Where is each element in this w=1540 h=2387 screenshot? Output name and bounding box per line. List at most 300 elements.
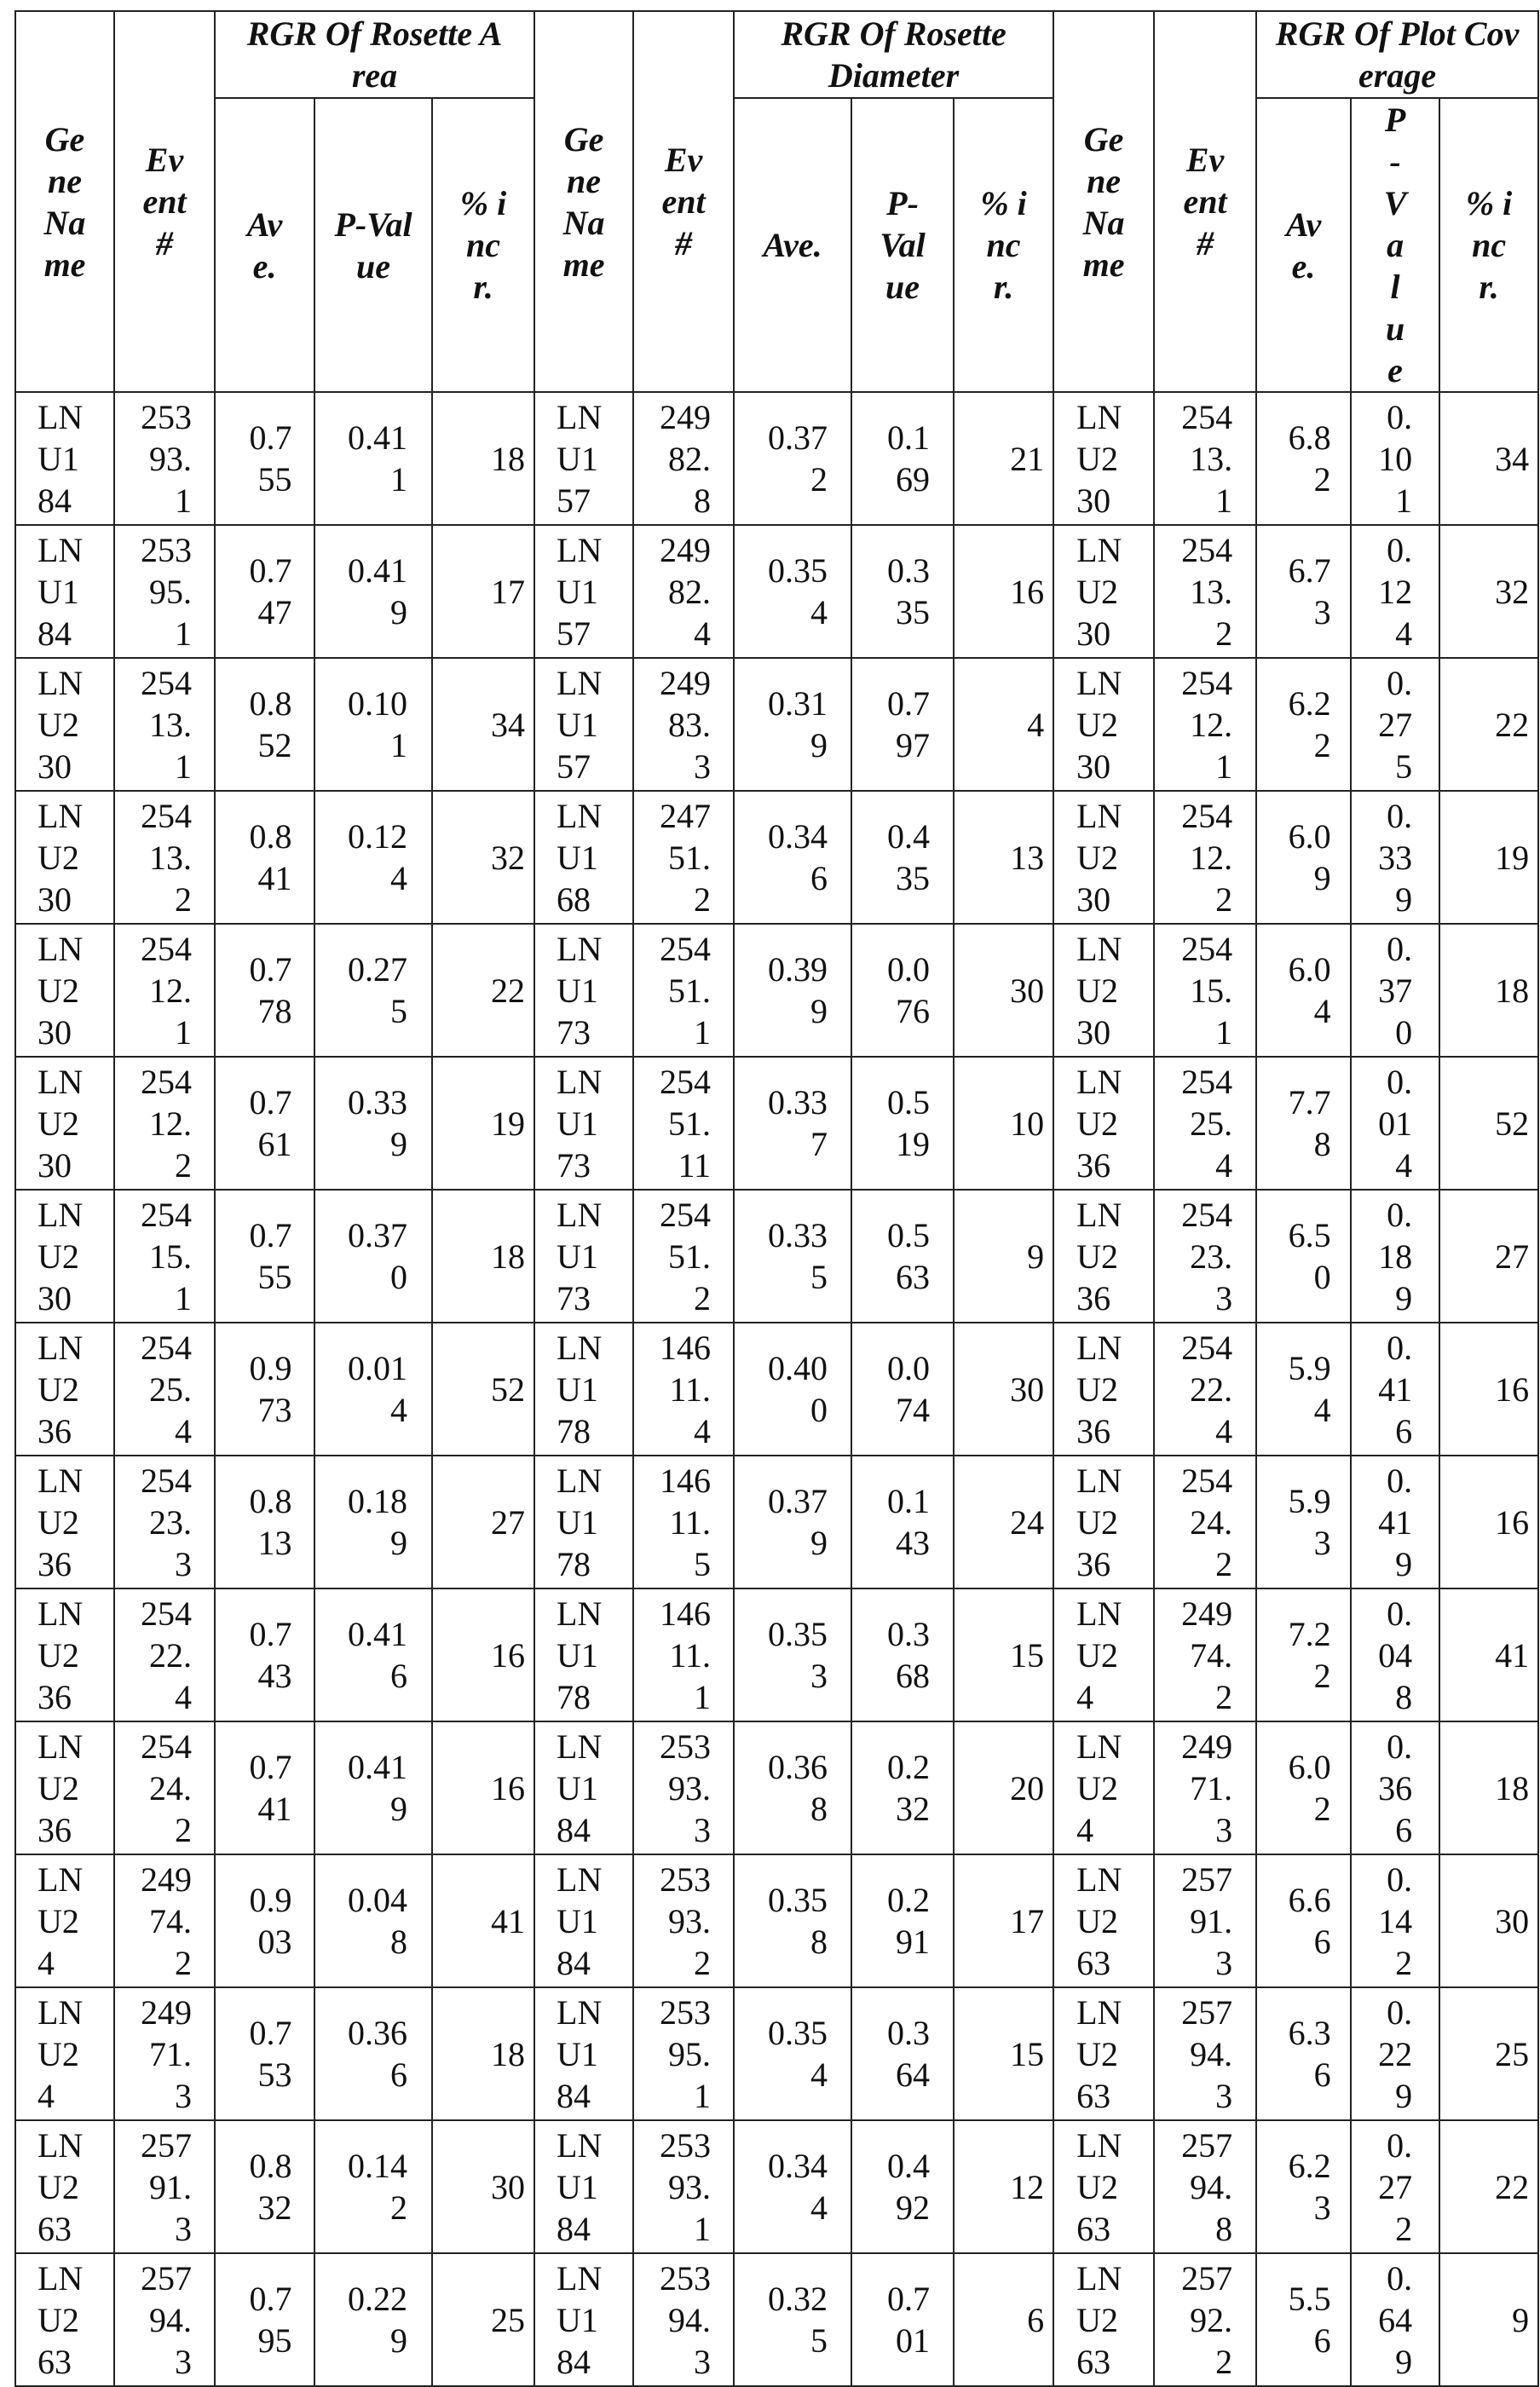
event-cell [114,1854,215,1987]
event-cell-text: 24751.2 [656,792,711,920]
header-row-groups [15,11,1538,98]
p-value-cell [314,1588,432,1721]
table-row [15,924,1538,1057]
header-gene-name-text: Gene Name [39,118,90,285]
p-value-cell [851,1721,954,1854]
p-value-cell-text: 0.232 [875,1746,930,1830]
event-cell-text: 25412.1 [1178,659,1232,787]
gene-name-cell-text: LNU230 [37,925,92,1053]
event-cell-text: 25413.1 [1178,393,1232,522]
event-cell-text: 25423.3 [1178,1191,1232,1319]
ave-cell [215,1057,314,1190]
header-p-value-text: P-Value [1382,99,1408,391]
gene-name-cell [1053,1721,1154,1854]
gene-name-cell [15,1057,114,1190]
ave-cell-text: 0.399 [758,948,828,1032]
percent-increase-cell-text: 27 [1440,1236,1529,1277]
p-value-cell [314,658,432,791]
percent-increase-cell [1439,1456,1538,1588]
percent-increase-cell [1439,924,1538,1057]
p-value-cell-text: 0.048 [339,1879,407,1963]
ave-cell-text: 7.22 [1277,1613,1331,1697]
p-value-cell-text: 0.074 [875,1347,930,1431]
percent-increase-cell-text: 19 [433,1103,525,1144]
p-value-cell [851,392,954,525]
p-value-cell-text: 0.189 [1378,1194,1412,1319]
gene-name-cell [1053,2253,1154,2386]
percent-increase-cell-text: 52 [1440,1103,1529,1144]
event-cell-text: 25393.2 [656,1855,711,1984]
ave-cell [215,1588,314,1721]
p-value-cell [851,1987,954,2120]
event-cell [114,1190,215,1323]
p-value-cell [851,1323,954,1456]
percent-increase-cell [1439,2120,1538,2253]
p-value-cell-text: 0.169 [875,417,930,500]
event-cell [633,1987,734,2120]
percent-increase-cell-text: 6 [955,2299,1044,2341]
header-event-text: Event # [138,139,191,264]
ave-cell-text: 0.832 [238,2145,292,2228]
gene-name-cell [15,1854,114,1987]
header-percent-increase [432,98,534,392]
header-gene-name-text: Gene Name [1078,118,1129,285]
percent-increase-cell [432,2253,534,2386]
p-value-cell [851,1588,954,1721]
header-gene-name [1053,11,1154,392]
p-value-cell-text: 0.419 [339,1746,407,1830]
event-cell [114,1987,215,2120]
table-row [15,1456,1538,1588]
gene-name-cell-text: LNU184 [557,2121,611,2250]
p-value-cell [1351,1721,1439,1854]
p-value-cell [314,1854,432,1987]
percent-increase-cell-text: 21 [955,438,1044,480]
event-cell [114,392,215,525]
table-row [15,525,1538,658]
percent-increase-cell [1439,791,1538,924]
ave-cell-text: 0.353 [758,1613,828,1697]
p-value-cell-text: 0.124 [339,816,407,899]
p-value-cell-text: 0.366 [339,2012,407,2096]
event-cell-text: 25794.3 [137,2254,192,2383]
p-value-cell [314,1456,432,1588]
gene-name-cell-text: LNU236 [37,1323,92,1452]
ave-cell [734,392,851,525]
ave-cell [734,1057,851,1190]
gene-name-cell-text: LNU184 [37,526,92,654]
percent-increase-cell-text: 16 [1440,1369,1529,1410]
gene-name-cell [1053,1588,1154,1721]
percent-increase-cell-text: 15 [955,1635,1044,1676]
percent-increase-cell [432,2120,534,2253]
gene-name-cell-text: LNU230 [37,792,92,920]
gene-name-cell-text: LNU230 [37,659,92,787]
percent-increase-cell-text: 15 [955,2033,1044,2075]
event-cell-text: 25794.3 [1178,1988,1232,2117]
event-cell [114,924,215,1057]
ave-cell-text: 0.903 [238,1879,292,1963]
percent-increase-cell [954,791,1053,924]
percent-increase-cell-text: 27 [433,1502,525,1543]
gene-name-cell-text: LNU263 [37,2121,92,2250]
event-cell [1154,1190,1256,1323]
percent-increase-cell [954,1588,1053,1721]
ave-cell-text: 0.335 [758,1214,828,1298]
header-percent-increase-text: % incr. [457,182,510,308]
event-cell [114,1323,215,1456]
p-value-cell-text: 0.101 [1378,396,1412,522]
event-cell [633,392,734,525]
ave-cell [734,1190,851,1323]
p-value-cell [1351,791,1439,924]
event-cell-text: 25393.1 [137,393,192,522]
table-header [15,11,1538,392]
p-value-cell-text: 0.797 [875,683,930,766]
percent-increase-cell [432,1323,534,1456]
event-cell [633,791,734,924]
ave-cell [1256,1190,1351,1323]
ave-cell [215,1854,314,1987]
gene-name-cell-text: LNU157 [557,526,611,654]
event-cell [1154,392,1256,525]
p-value-cell [314,924,432,1057]
gene-name-cell [1053,1987,1154,2120]
p-value-cell-text: 0.335 [875,550,930,633]
percent-increase-cell-text: 41 [433,1900,525,1942]
gene-name-cell [1053,658,1154,791]
gene-name-cell-text: LNU184 [37,393,92,522]
gene-name-cell [1053,791,1154,924]
event-cell-text: 25425.4 [1178,1058,1232,1186]
gene-name-cell [1053,392,1154,525]
percent-increase-cell [432,924,534,1057]
event-cell-text: 25413.1 [137,659,192,787]
ave-cell [215,1987,314,2120]
percent-increase-cell-text: 30 [955,1369,1044,1410]
gene-name-cell-text: LNU24 [1076,1722,1131,1851]
gene-name-cell-text: LNU263 [1076,1855,1131,1984]
ave-cell-text: 7.78 [1277,1081,1331,1165]
gene-name-cell [15,2120,114,2253]
header-percent-increase-text: % incr. [1462,182,1515,308]
p-value-cell [851,525,954,658]
p-value-cell-text: 0.229 [1378,1992,1412,2117]
ave-cell [215,791,314,924]
p-value-cell-text: 0.411 [339,417,407,500]
event-cell [633,1057,734,1190]
ave-cell [1256,1854,1351,1987]
percent-increase-cell-text: 32 [1440,571,1529,613]
percent-increase-cell [1439,525,1538,658]
p-value-cell-text: 0.339 [339,1081,407,1165]
gene-name-cell-text: LNU230 [1076,526,1131,654]
gene-name-cell-text: LNU236 [1076,1191,1131,1319]
event-cell-text: 25451.1 [656,925,711,1053]
gene-name-cell [534,392,633,525]
percent-increase-cell-text: 52 [433,1369,525,1410]
ave-cell-text: 5.56 [1277,2278,1331,2361]
percent-increase-cell [954,1987,1053,2120]
event-cell [114,1057,215,1190]
p-value-cell-text: 0.272 [1378,2125,1412,2250]
table-row [15,2120,1538,2253]
gene-name-cell-text: LNU173 [557,925,611,1053]
table-row [15,1323,1538,1456]
header-group [734,11,1053,98]
ave-cell-text: 6.66 [1277,1879,1331,1963]
gene-name-cell-text: LNU157 [557,393,611,522]
ave-cell-text: 0.755 [238,1214,292,1298]
percent-increase-cell-text: 16 [433,1767,525,1809]
percent-increase-cell [954,2120,1053,2253]
p-value-cell-text: 0.649 [1378,2257,1412,2383]
gene-name-cell-text: LNU263 [1076,1988,1131,2117]
table-row [15,658,1538,791]
p-value-cell-text: 0.416 [339,1613,407,1697]
ave-cell-text: 0.354 [758,550,828,633]
ave-cell [734,658,851,791]
ave-cell [215,1323,314,1456]
percent-increase-cell-text: 41 [1440,1635,1529,1676]
gene-name-cell-text: LNU178 [557,1456,611,1585]
percent-increase-cell-text: 18 [1440,970,1529,1012]
percent-increase-cell [432,791,534,924]
p-value-cell [314,2120,432,2253]
p-value-cell-text: 0.076 [875,948,930,1032]
event-cell-text: 14611.5 [656,1456,711,1585]
ave-cell [215,1721,314,1854]
ave-cell [734,525,851,658]
percent-increase-cell-text: 19 [1440,837,1529,879]
ave-cell-text: 6.02 [1277,1746,1331,1830]
percent-increase-cell [954,525,1053,658]
p-value-cell-text: 0.142 [339,2145,407,2228]
gene-name-cell [1053,2120,1154,2253]
p-value-cell [851,924,954,1057]
percent-increase-cell [954,392,1053,525]
p-value-cell-text: 0.275 [339,948,407,1032]
event-cell-text: 25412.2 [137,1058,192,1186]
p-value-cell [314,791,432,924]
header-p-value [314,98,432,392]
gene-name-cell-text: LNU230 [1076,659,1131,787]
gene-name-cell [15,1588,114,1721]
percent-increase-cell-text: 18 [1440,1767,1529,1809]
header-group [1256,11,1538,98]
event-cell [633,525,734,658]
gene-name-cell-text: LNU236 [1076,1323,1131,1452]
p-value-cell-text: 0.368 [875,1613,930,1697]
ave-cell [734,2253,851,2386]
p-value-cell-text: 0.419 [1378,1460,1412,1585]
event-cell [633,1854,734,1987]
gene-name-cell [534,1854,633,1987]
p-value-cell [1351,1190,1439,1323]
event-cell [1154,1588,1256,1721]
ave-cell-text: 6.73 [1277,550,1331,633]
gene-name-cell-text: LNU263 [1076,2121,1131,2250]
event-cell [633,2120,734,2253]
ave-cell [734,924,851,1057]
header-percent-increase-text: % incr. [978,182,1030,308]
p-value-cell [851,1190,954,1323]
gene-name-cell [15,1323,114,1456]
ave-cell [734,791,851,924]
p-value-cell [1351,1987,1439,2120]
gene-name-cell [534,658,633,791]
table-row [15,1987,1538,2120]
ave-cell-text: 6.04 [1277,948,1331,1032]
p-value-cell-text: 0.014 [339,1347,407,1431]
gene-name-cell-text: LNU24 [37,1988,92,2117]
header-ave [1256,98,1351,392]
p-value-cell [1351,2120,1439,2253]
ave-cell-text: 0.973 [238,1347,292,1431]
event-cell-text: 25413.2 [137,792,192,920]
event-cell [1154,2120,1256,2253]
p-value-cell [1351,1057,1439,1190]
gene-name-cell [534,1456,633,1588]
ave-cell [215,392,314,525]
percent-increase-cell-text: 34 [1440,438,1529,480]
table-row [15,2253,1538,2386]
percent-increase-cell [432,1721,534,1854]
header-event-text: Event # [1179,139,1231,264]
event-cell-text: 25412.1 [137,925,192,1053]
event-cell-text: 24971.3 [1178,1722,1232,1851]
gene-name-cell [15,1987,114,2120]
ave-cell [1256,1057,1351,1190]
event-cell-text: 25424.2 [1178,1456,1232,1585]
ave-cell-text: 0.813 [238,1480,292,1564]
event-cell-text: 25422.4 [1178,1323,1232,1452]
header-gene-name [15,11,114,392]
gene-name-cell [534,924,633,1057]
event-cell [114,525,215,658]
table-row [15,1721,1538,1854]
percent-increase-cell [954,1323,1053,1456]
ave-cell-text: 0.841 [238,816,292,899]
p-value-cell [851,2253,954,2386]
header-p-value [1351,98,1439,392]
ave-cell-text: 6.22 [1277,683,1331,766]
p-value-cell [1351,1456,1439,1588]
event-cell [114,2120,215,2253]
gene-name-cell-text: LNU236 [37,1589,92,1718]
ave-cell-text: 0.372 [758,417,828,500]
gene-name-cell-text: LNU184 [557,1722,611,1851]
event-cell-text: 25424.2 [137,1722,192,1851]
p-value-cell [851,658,954,791]
ave-cell-text: 6.36 [1277,2012,1331,2096]
gene-name-cell [15,791,114,924]
ave-cell-text: 5.93 [1277,1480,1331,1564]
ave-cell-text: 5.94 [1277,1347,1331,1431]
ave-cell-text: 0.325 [758,2278,828,2361]
ave-cell-text: 0.400 [758,1347,828,1431]
event-cell-text: 25395.1 [137,526,192,654]
event-cell-text: 25395.1 [656,1988,711,2117]
percent-increase-cell [1439,2253,1538,2386]
p-value-cell [1351,1854,1439,1987]
percent-increase-cell-text: 9 [955,1236,1044,1277]
percent-increase-cell [432,1456,534,1588]
p-value-cell-text: 0.048 [1378,1593,1412,1718]
event-cell [1154,1323,1256,1456]
ave-cell [734,1854,851,1987]
p-value-cell [851,1057,954,1190]
header-gene-name [534,11,633,392]
percent-increase-cell-text: 16 [955,571,1044,613]
ave-cell [734,1456,851,1588]
p-value-cell [1351,658,1439,791]
percent-increase-cell [954,1854,1053,1987]
ave-cell-text: 6.50 [1277,1214,1331,1298]
gene-name-cell [534,2253,633,2386]
p-value-cell [1351,2253,1439,2386]
event-cell-text: 25393.3 [656,1722,711,1851]
ave-cell [1256,1721,1351,1854]
percent-increase-cell-text: 22 [433,970,525,1012]
header-event [114,11,215,392]
p-value-cell [314,2253,432,2386]
header-p-value-text: P-Value [877,182,928,308]
gene-name-cell [534,1323,633,1456]
gene-name-cell-text: LNU263 [1076,2254,1131,2383]
percent-increase-cell-text: 22 [1440,704,1529,746]
percent-increase-cell-text: 30 [955,970,1044,1012]
ave-cell [734,1588,851,1721]
ave-cell-text: 0.354 [758,2012,828,2096]
header-ave-text: Ave. [754,224,831,266]
percent-increase-cell [954,1190,1053,1323]
ave-cell-text: 0.741 [238,1746,292,1830]
ave-cell [215,1190,314,1323]
header-group-text: RGR Of Rosette Diameter [766,13,1022,96]
event-cell-text: 25451.11 [656,1058,711,1186]
percent-increase-cell [432,1190,534,1323]
event-cell [114,2253,215,2386]
header-event [1154,11,1256,392]
gene-name-cell-text: LNU173 [557,1058,611,1186]
percent-increase-cell-text: 22 [1440,2166,1529,2208]
gene-name-cell-text: LNU24 [37,1855,92,1984]
event-cell [1154,791,1256,924]
header-p-value-text: P-Value [332,204,414,287]
p-value-cell [314,1190,432,1323]
gene-name-cell [15,525,114,658]
percent-increase-cell-text: 12 [955,2166,1044,2208]
p-value-cell-text: 0.416 [1378,1327,1412,1452]
ave-cell-text: 6.09 [1277,816,1331,899]
ave-cell-text: 0.319 [758,683,828,766]
event-cell-text: 25791.3 [137,2121,192,2250]
p-value-cell-text: 0.339 [1378,795,1412,920]
percent-increase-cell-text: 30 [433,2166,525,2208]
table-body [15,392,1538,2386]
p-value-cell [1351,392,1439,525]
event-cell [1154,1057,1256,1190]
ave-cell [1256,392,1351,525]
ave-cell [1256,525,1351,658]
ave-cell-text: 0.747 [238,550,292,633]
percent-increase-cell [432,658,534,791]
gene-name-cell [1053,1456,1154,1588]
p-value-cell [314,525,432,658]
percent-increase-cell-text: 9 [1440,2299,1529,2341]
percent-increase-cell [432,1987,534,2120]
